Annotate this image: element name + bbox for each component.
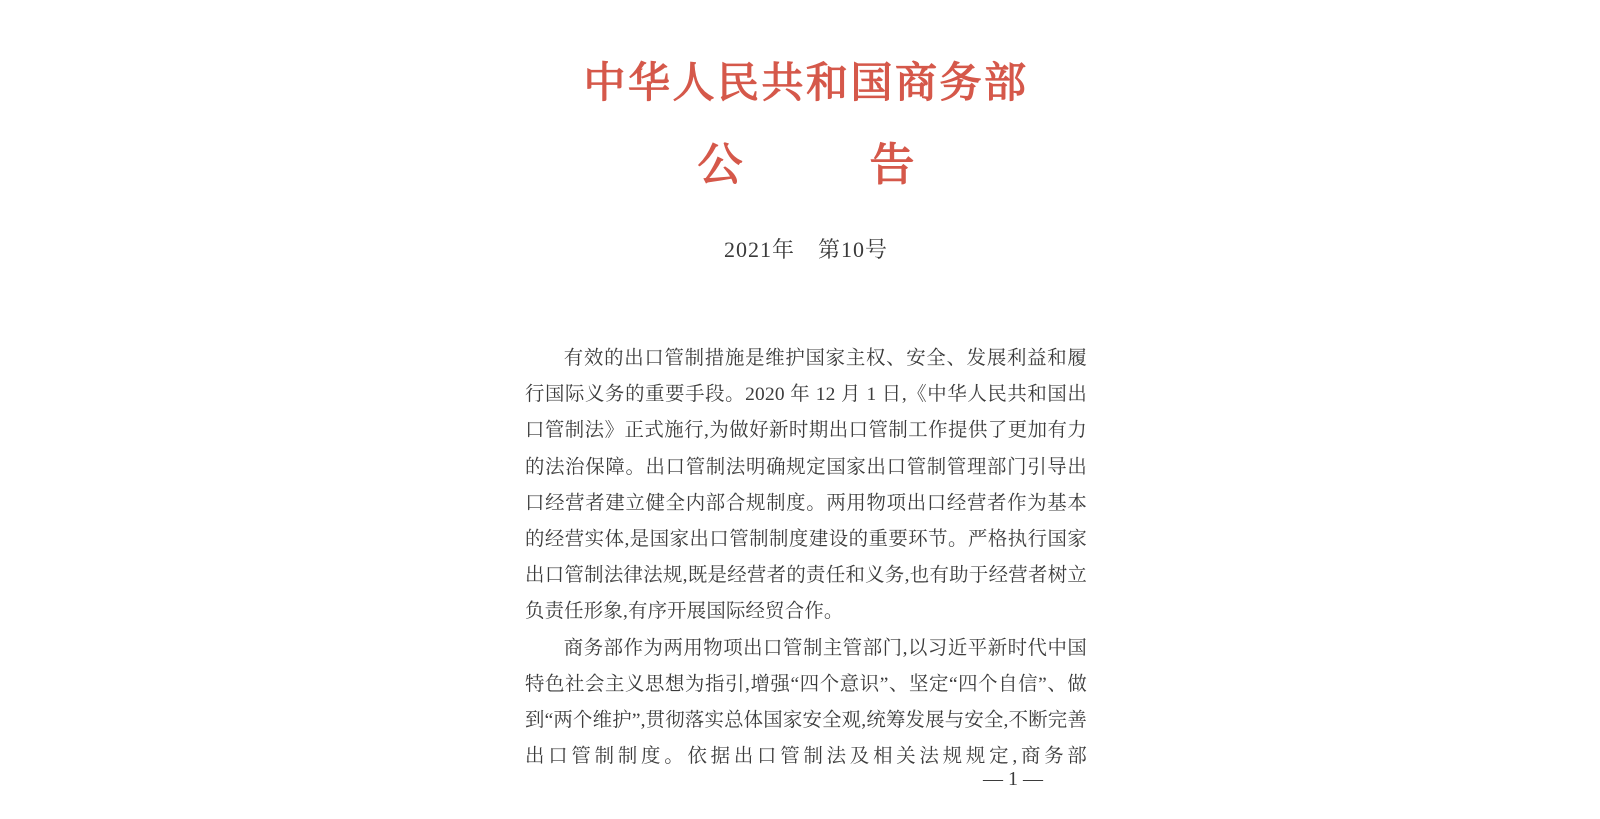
document-number: 2021年 第10号: [723, 237, 888, 262]
announcement-title: [525, 128, 1087, 193]
document-body: [525, 341, 1087, 775]
body-paragraph-2: 商务部作为两用物项出口管制主管部门,以习近平新时代中国特色社会主义思想为指引,增强“四个意识”、坚定“四个自信”、做到“两个维护”,贯彻落实总体国家安全观,统筹发展与安全,不断完善出口管制制度。依据出口管制法及相关法规规定,商务部: [525, 637, 1087, 768]
announcement-char-second: 告: [869, 140, 915, 190]
announcement-char-first: 公: [697, 140, 743, 190]
body-paragraph-1: 有效的出口管制措施是维护国家主权、安全、发展利益和履行国际义务的重要手段。2020 年 12 月 1 日,《中华人民共和国出口管制法》正式施行,为做好新时期出口管制工作提供了更加有力的法治保障。出口管制法明确规定国家出口管制管理部门引导出口经营者建立健全内部合规制度。两用物项出口经营者作为基本的经营实体,是国家出口管制制度建设的重要环节。严格执行国家出口管制法律法规,既是经营者的责任和义务,也有助于经营者树立负责任形象,有序开展国际经贸合作。: [525, 348, 1087, 623]
page-number: — 1 —: [983, 768, 1043, 790]
ministry-title: 中华人民共和国商务部: [583, 61, 1029, 107]
